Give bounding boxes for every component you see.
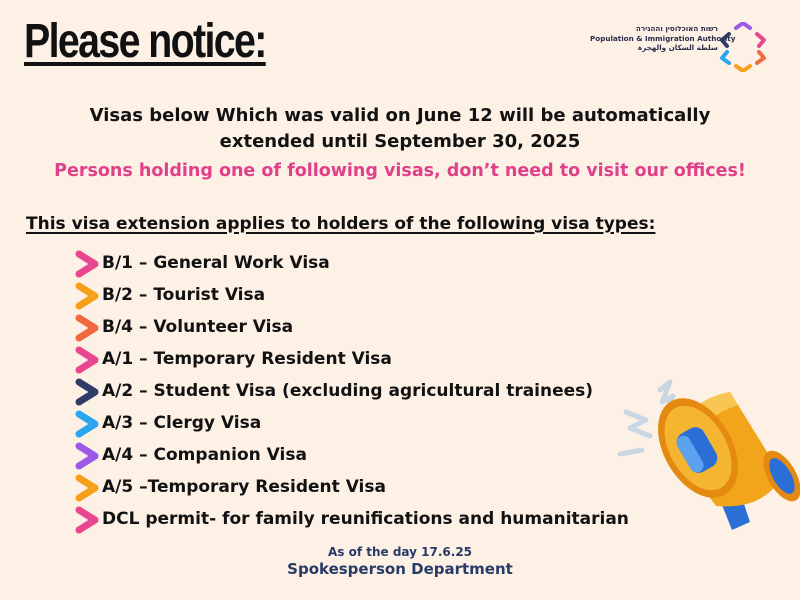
visa-label: A/4 – Companion Visa (102, 445, 307, 465)
notice-line-2: extended until September 30, 2025 (219, 131, 581, 152)
chevron-right-icon (72, 314, 102, 342)
star-of-david-chevrons-logo-icon (718, 22, 768, 72)
visa-label: B/1 – General Work Visa (102, 253, 330, 273)
visa-item (72, 312, 692, 344)
visa-item (72, 472, 692, 504)
chevron-right-icon (72, 410, 102, 438)
visa-label: DCL permit- for family reunifications and humanitarian (102, 509, 629, 529)
visa-label: A/2 – Student Visa (excluding agricultural trainees) (102, 381, 594, 401)
visa-item (72, 280, 692, 312)
visa-section-heading: This visa extension applies to holders of the following visa types: (26, 214, 656, 234)
chevron-right-icon (72, 346, 102, 374)
authority-logo (590, 22, 770, 74)
visa-label: A/1 – Temporary Resident Visa (102, 349, 392, 369)
logo-arabic-line: سلطة السكان والهجرة (637, 43, 718, 53)
page-title: Please notice: (24, 15, 266, 68)
footer-department: Spokesperson Department (287, 560, 513, 578)
footer-date: As of the day 17.6.25 (327, 545, 473, 559)
logo-hebrew-line: רשות האוכלוסין וההגירה (635, 24, 718, 33)
visa-label: B/2 – Tourist Visa (102, 285, 266, 305)
notice-line-1: Visas below Which was valid on June 12 will be automatically (89, 105, 711, 126)
visa-item (72, 504, 692, 536)
chevron-right-icon (72, 250, 102, 278)
chevron-right-icon (72, 282, 102, 310)
visa-item (72, 440, 692, 472)
chevron-right-icon (72, 378, 102, 406)
visa-item (72, 408, 692, 440)
chevron-right-icon (72, 442, 102, 470)
logo-text (590, 24, 736, 53)
chevron-right-icon (72, 506, 102, 534)
logo-english-line: Population & Immigration Authority (590, 33, 736, 43)
visa-list (72, 248, 692, 536)
visa-item (72, 344, 692, 376)
megaphone-icon (612, 372, 800, 557)
visa-label: B/4 – Volunteer Visa (102, 317, 294, 337)
notice-highlight: Persons holding one of following visas, don’t need to visit our offices! (54, 161, 746, 181)
visa-label: A/3 – Clergy Visa (102, 413, 262, 433)
visa-item (72, 376, 692, 408)
visa-label: A/5 –Temporary Resident Visa (102, 477, 386, 497)
chevron-right-icon (72, 474, 102, 502)
visa-item (72, 248, 692, 280)
